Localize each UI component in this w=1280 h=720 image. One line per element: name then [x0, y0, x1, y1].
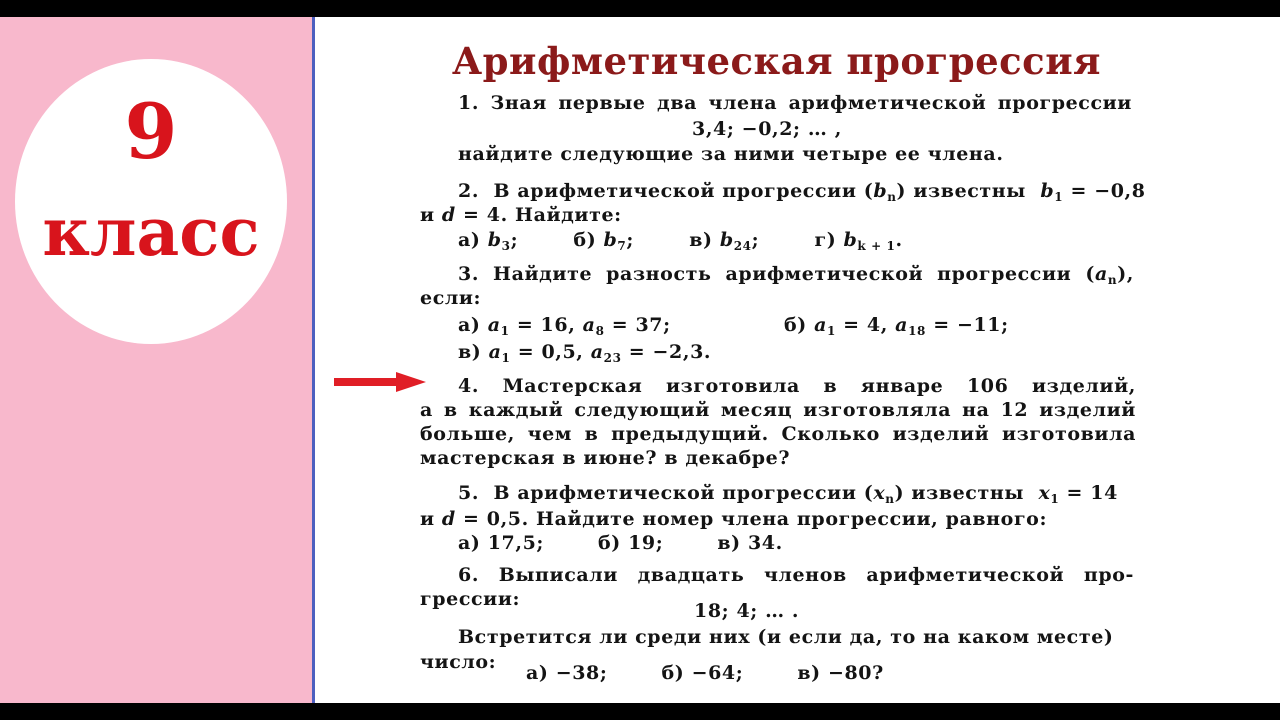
grade-badge: [15, 59, 287, 344]
worksheet-page: [0, 17, 1280, 703]
sidebar-divider: [312, 17, 315, 703]
problem-5-line-1: 5. В арифметической прогрессии $(x_n)$ известны $x_1 = 14$: [458, 482, 1118, 506]
problem-4-line-4: мастерская в июне? в декабре?: [420, 447, 791, 469]
problem-1-line-2: найдите следующие за ними четыре ее члена.: [458, 143, 1004, 165]
grade-number: 9: [124, 87, 178, 176]
problem-3-option-a: а) $a_1 = 16$, $a_8 = 37$;: [458, 314, 671, 338]
problem-3-line-1: 3. Найдите разность арифметической прогрессии $(a_n)$,: [458, 263, 1134, 287]
problem-1-sequence: 3,4; −0,2; … ,: [692, 118, 842, 140]
problem-4-line-2: а в каждый следующий месяц изготовляла на 12 изделий: [420, 399, 1136, 421]
problem-2-line-2: и d = 4. Найдите:: [420, 204, 622, 226]
problem-4-line-1: 4. Мастерская изготовила в январе 106 изделий,: [458, 375, 1136, 397]
problem-2-line-1: 2. В арифметической прогрессии $(b_n)$ известны $b_1 = -0,8$: [458, 180, 1146, 204]
problem-6-options: а) −38; б) −64; в) −80?: [526, 662, 884, 684]
problem-3-line-2: если:: [420, 287, 482, 309]
problem-6-line-1: 6. Выписали двадцать членов арифметической про-: [458, 564, 1134, 586]
problem-5-line-2: и d = 0,5. Найдите номер члена прогрессии, равного:: [420, 508, 1048, 530]
problem-3-option-b: б) $a_1 = 4$, $a_{18} = -11$;: [784, 314, 1009, 338]
problem-6-line-3: Встретится ли среди них (и если да, то на каком месте): [458, 626, 1114, 648]
problem-6-line-4: число:: [420, 651, 497, 673]
problem-6-line-2: грессии:: [420, 588, 521, 610]
sidebar-panel: [0, 17, 312, 703]
problem-1-line-1: 1. Зная первые два члена арифметической прогрессии: [458, 92, 1133, 114]
arrow-right-icon: [334, 372, 426, 392]
grade-label: класс: [42, 193, 260, 271]
problem-4-line-3: больше, чем в предыдущий. Сколько изделий изготовила: [420, 423, 1136, 445]
problem-5-options: а) 17,5; б) 19; в) 34.: [458, 532, 783, 554]
problem-2-options: а) $b_3$; б) $b_7$; в) $b_{24}$; г) $b_{k + 1}$.: [458, 229, 903, 253]
problem-3-option-c: в) $a_1 = 0,5$, $a_{23} = -2,3$.: [458, 341, 712, 365]
page-title: Арифметическая прогрессия: [452, 39, 1101, 83]
problem-6-sequence: 18; 4; … .: [694, 600, 800, 622]
